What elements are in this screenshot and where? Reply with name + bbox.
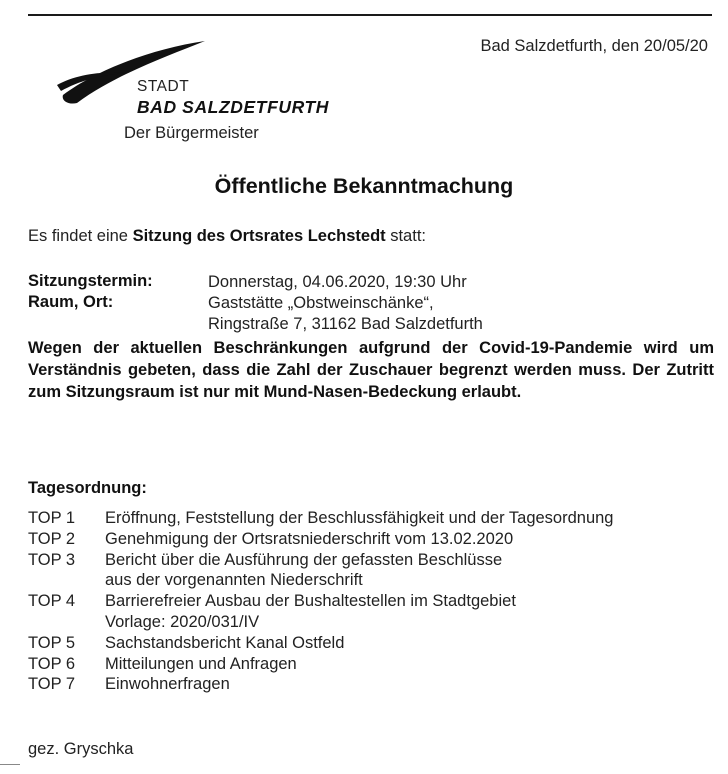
- agenda-item-line: Mitteilungen und Anfragen: [105, 654, 297, 673]
- agenda-item-text: [105, 654, 718, 675]
- agenda-item-line: Barrierefreier Ausbau der Bushaltestellen im Stadtgebiet: [105, 592, 516, 611]
- agenda-item-1: [28, 508, 718, 529]
- agenda-item-text: [105, 674, 718, 695]
- agenda-item-4: [28, 591, 718, 633]
- agenda-item-line: Sachstandsbericht Kanal Ostfeld: [105, 633, 345, 652]
- agenda-item-text: [105, 591, 718, 633]
- agenda-item-3: [28, 550, 718, 592]
- agenda-item-text: [105, 508, 718, 529]
- place-label: Raum, Ort:: [28, 293, 114, 311]
- agenda-item-2: [28, 529, 718, 550]
- mayor-line: Der Bürgermeister: [124, 124, 259, 142]
- agenda-item-number: TOP 3: [28, 550, 76, 569]
- intro-suffix: statt:: [385, 227, 426, 245]
- logo-stadt-text: STADT: [137, 78, 190, 95]
- intro-bold: Sitzung des Ortsrates Lechstedt: [132, 227, 386, 245]
- date-value: Donnerstag, 04.06.2020, 19:30 Uhr: [208, 273, 467, 291]
- top-rule: [28, 14, 712, 16]
- agenda-item-line: Genehmigung der Ortsratsniederschrift vom 13.02.2020: [105, 529, 514, 548]
- agenda-item-number: TOP 2: [28, 529, 76, 548]
- agenda-item-text: [105, 633, 718, 654]
- agenda-item-line: Bericht über die Ausführung der gefassten Beschlüsse: [105, 550, 503, 569]
- agenda-item-number: TOP 7: [28, 675, 76, 694]
- agenda-item-line-2: aus der vorgenannten Niederschrift: [105, 571, 363, 590]
- agenda-item-text: [105, 529, 718, 550]
- intro-line: [28, 227, 426, 246]
- place-line-1: Gaststätte „Obstweinschänke“,: [208, 294, 434, 312]
- intro-prefix: Es findet eine: [28, 227, 133, 245]
- agenda-list: [28, 508, 718, 695]
- crop-mark: [0, 764, 20, 765]
- signature: gez. Gryschka: [28, 740, 134, 758]
- agenda-item-5: [28, 633, 718, 654]
- agenda-item-text: [105, 550, 718, 592]
- agenda-item-line: Eröffnung, Feststellung der Beschlussfähigkeit und der Tagesordnung: [105, 509, 614, 527]
- agenda-item-line-2: Vorlage: 2020/031/IV: [105, 612, 260, 631]
- agenda-item-number: TOP 6: [28, 654, 76, 673]
- covid-notice: Wegen der aktuellen Beschränkungen aufgrund der Covid-19-Pandemie wird um Verständnis gebeten, dass die Zahl der Zuschauer begrenzt werden muss. Der Zutritt zum Sitzungsraum ist nur mit Mund-Nasen-Bedeckung erlaubt.: [28, 339, 714, 401]
- agenda-item-number: TOP 1: [28, 509, 76, 527]
- agenda-heading: Tagesordnung:: [28, 479, 147, 497]
- logo-city-name: BAD SALZDETFURTH: [137, 97, 330, 117]
- agenda-item-number: TOP 5: [28, 633, 76, 652]
- agenda-item-6: [28, 654, 718, 675]
- agenda-item-line: Einwohnerfragen: [105, 675, 230, 694]
- date-line: Bad Salzdetfurth, den 20/05/20: [480, 37, 708, 55]
- date-label: Sitzungstermin:: [28, 272, 153, 290]
- agenda-item-7: [28, 674, 718, 695]
- place-line-2: Ringstraße 7, 31162 Bad Salzdetfurth: [208, 315, 483, 333]
- place-value: [208, 293, 483, 335]
- agenda-item-number: TOP 4: [28, 592, 76, 611]
- page-title: Öffentliche Bekanntmachung: [214, 174, 514, 198]
